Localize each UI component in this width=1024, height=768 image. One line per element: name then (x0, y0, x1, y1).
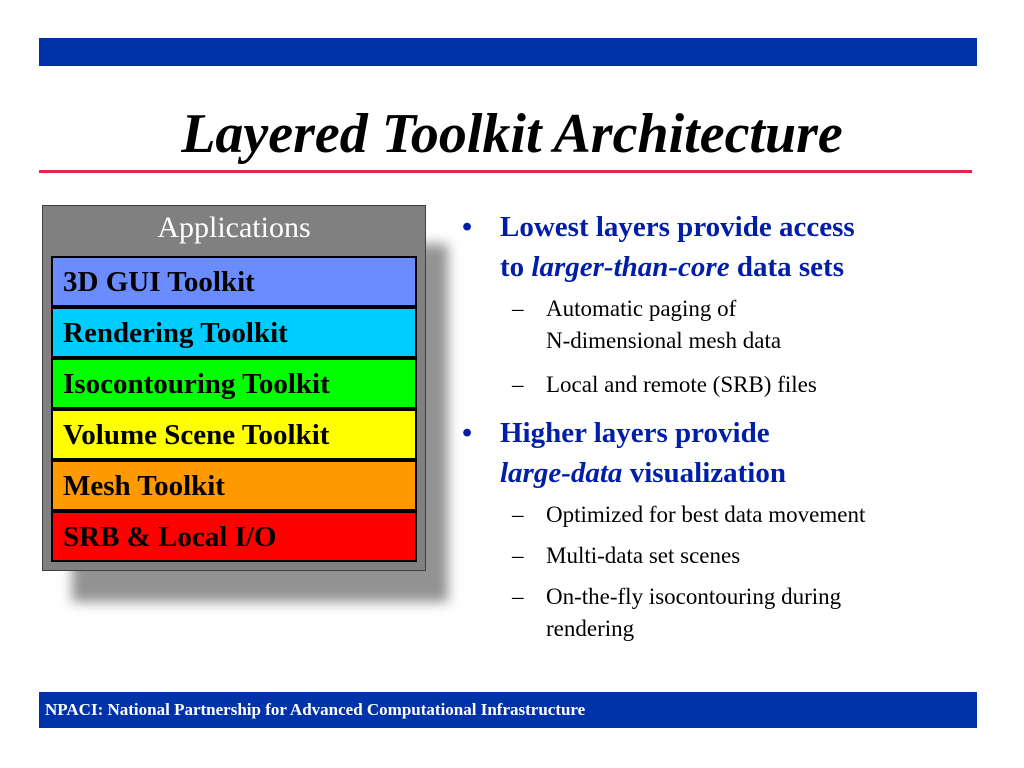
applications-layer: Applications (157, 211, 311, 244)
bullet-text: to (500, 251, 532, 283)
top-bar (39, 38, 977, 66)
sub-bullet-text: rendering (546, 616, 635, 641)
footer-bar: NPACI: National Partnership for Advanced Computational Infrastructure (39, 692, 977, 728)
bullet-marker: • (462, 211, 473, 243)
sub-bullet-text: On-the-fly isocontouring during (546, 584, 842, 609)
sub-bullet-dash: – (512, 372, 524, 397)
layer-rendering-toolkit: Rendering Toolkit (51, 307, 417, 358)
slide-title: Layered Toolkit Architecture (181, 103, 843, 165)
layer-srb-local-io: SRB & Local I/O (51, 511, 417, 562)
layer-isocontouring-toolkit: Isocontouring Toolkit (51, 358, 417, 409)
bullet-emphasis: larger-than-core (531, 251, 730, 283)
sub-bullet-dash: – (512, 584, 524, 609)
sub-bullet-text: Optimized for best data movement (546, 502, 866, 527)
sub-bullet-text: Automatic paging of (546, 296, 737, 321)
sub-bullet-text: N-dimensional mesh data (546, 328, 782, 353)
bullet-marker: • (462, 417, 473, 449)
sub-bullet-dash: – (512, 543, 524, 568)
bullet-text-line1: Higher layers provide (500, 417, 770, 449)
bullet-text: data sets (729, 251, 844, 283)
sub-bullet-dash: – (512, 502, 524, 527)
toolkit-stack-diagram (42, 205, 426, 571)
layer-3d-gui-toolkit: 3D GUI Toolkit (51, 256, 417, 307)
bullet-text: visualization (622, 457, 786, 489)
sub-bullet-text: Multi-data set scenes (546, 543, 741, 568)
layer-volume-scene-toolkit: Volume Scene Toolkit (51, 409, 417, 460)
sub-bullet-text: Local and remote (SRB) files (546, 372, 817, 397)
layer-mesh-toolkit: Mesh Toolkit (51, 460, 417, 511)
sub-bullet-dash: – (512, 296, 524, 321)
bullet-emphasis: large-data (500, 457, 623, 489)
bullet-text-line1: Lowest layers provide access (500, 211, 855, 243)
title-underline (39, 170, 972, 173)
